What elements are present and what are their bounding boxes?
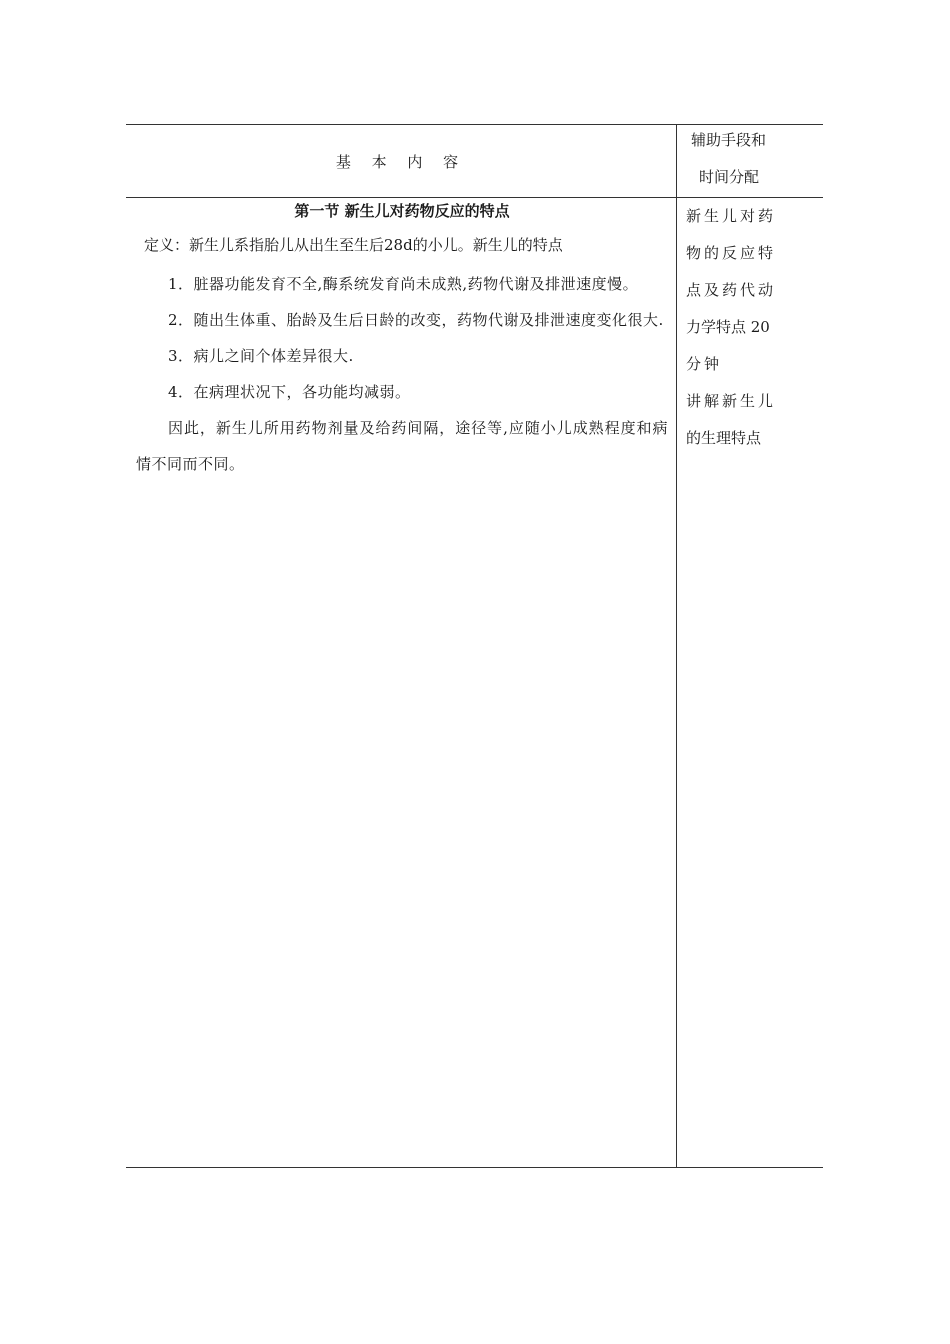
main-content-cell: [136, 198, 668, 482]
list-item: 4．在病理状况下，各功能均减弱。: [168, 383, 411, 401]
column-divider: [676, 125, 677, 1167]
side-note-line: 的生理特点: [686, 429, 762, 447]
list-item: 3．病儿之间个体差异很大.: [168, 347, 354, 365]
definition-paragraph: 定义：新生儿系指胎儿从出生至生后28d的小儿。新生儿的特点: [144, 236, 563, 254]
side-note-line: 讲解新生儿: [686, 392, 777, 410]
list-item: 2．随出生体重、胎龄及生后日龄的改变，药物代谢及排泄速度变化很大.: [168, 311, 664, 329]
side-note-line: 点及药代动: [686, 281, 777, 299]
side-notes-cell: [686, 198, 791, 457]
side-note-line: 新生儿对药: [686, 207, 777, 225]
side-note-line: 物的反应特: [686, 244, 777, 262]
header-main-cell: [126, 125, 676, 197]
header-side-label-line1: 辅助手段和: [691, 131, 767, 149]
lesson-plan-table: [126, 124, 823, 1168]
section-title: 第一节 新生儿对药物反应的特点: [294, 202, 510, 220]
header-side-cell: [677, 125, 823, 197]
list-item: 1．脏器功能发育不全,酶系统发育尚未成熟,药物代谢及排泄速度慢。: [168, 275, 639, 293]
side-note-line: 力学特点 20: [686, 318, 770, 336]
header-main-label: 基 本 内 容: [335, 152, 467, 171]
conclusion-paragraph: 因此，新生儿所用药物剂量及给药间隔，途径等,应随小儿成熟程度和病情不同而不同。: [136, 419, 668, 473]
side-note-line: 分钟: [686, 355, 723, 373]
header-side-label-line2: 时间分配: [699, 168, 760, 186]
